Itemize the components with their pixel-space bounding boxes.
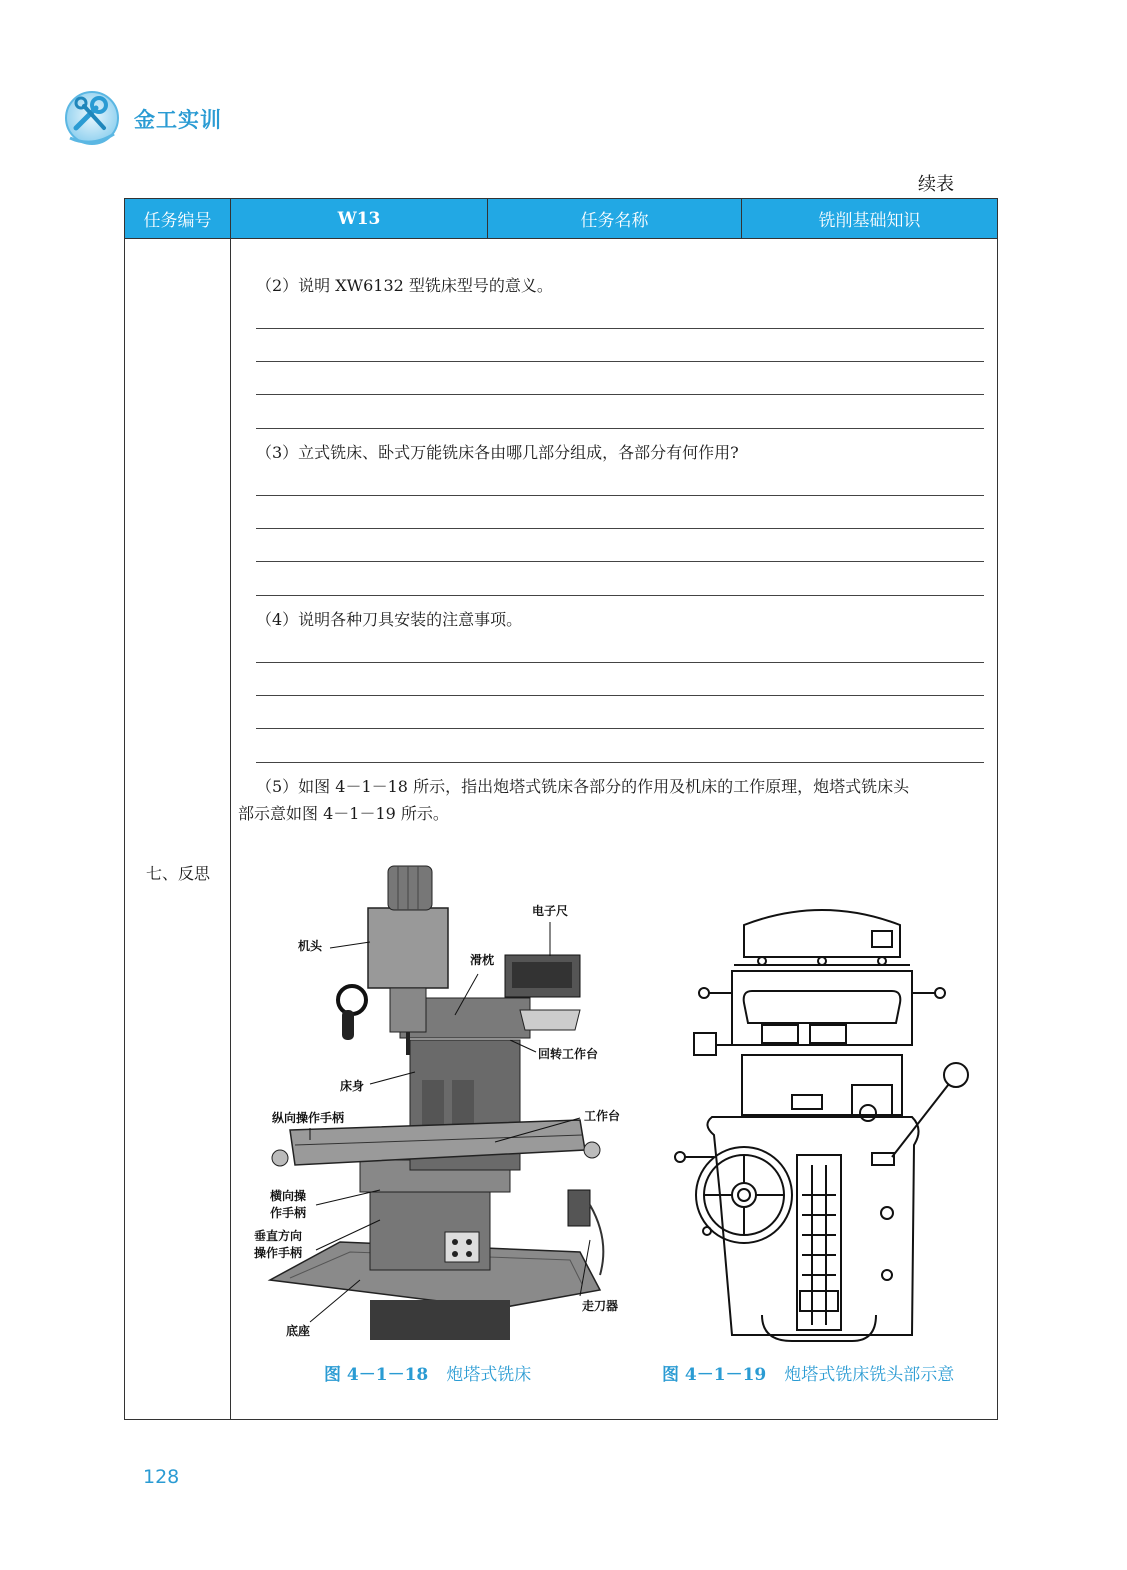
question-4: （4）说明各种刀具安装的注意事项。 bbox=[256, 610, 523, 629]
label-vertical-handle-2: 操作手柄 bbox=[254, 1246, 303, 1260]
label-swivel-table: 回转工作台 bbox=[538, 1047, 599, 1061]
machine-head bbox=[368, 908, 448, 988]
header-task-name-value: 铣削基础知识 bbox=[742, 199, 997, 238]
figure-4-1-19-number: 图 4－1－19 bbox=[662, 1365, 767, 1385]
answer-line bbox=[256, 495, 984, 496]
answer-line bbox=[256, 394, 984, 395]
page-header bbox=[62, 88, 222, 150]
answer-line bbox=[256, 328, 984, 329]
answer-line bbox=[256, 695, 984, 696]
label-longitudinal-handle: 纵向操作手柄 bbox=[272, 1111, 345, 1125]
page-number: 128 bbox=[143, 1466, 180, 1488]
milling-head-figure bbox=[662, 895, 982, 1350]
question-5-line-2: 部示意如图 4－1－19 所示。 bbox=[238, 804, 449, 823]
section-label: 七、反思 bbox=[145, 864, 210, 883]
answer-line bbox=[256, 361, 984, 362]
answer-line bbox=[256, 595, 984, 596]
table-header-row bbox=[125, 199, 997, 239]
turret-milling-machine-figure bbox=[250, 860, 650, 1350]
answer-line bbox=[256, 428, 984, 429]
label-head: 机头 bbox=[298, 939, 323, 953]
figure-4-1-19-title: 炮塔式铣床铣头部示意 bbox=[784, 1365, 955, 1385]
label-cross-handle-1: 横向操 bbox=[270, 1189, 307, 1203]
header-task-name-label: 任务名称 bbox=[488, 199, 742, 238]
label-body: 床身 bbox=[340, 1079, 365, 1093]
wrench-logo-icon bbox=[62, 88, 124, 150]
label-cross-handle-2: 作手柄 bbox=[270, 1206, 307, 1220]
machine-worktable bbox=[290, 1120, 585, 1165]
label-vertical-handle-1: 垂直方向 bbox=[254, 1229, 303, 1243]
header-task-number-label: 任务编号 bbox=[125, 199, 231, 238]
answer-line bbox=[256, 528, 984, 529]
label-dro: 电子尺 bbox=[532, 904, 569, 918]
label-ram: 滑枕 bbox=[470, 953, 495, 967]
answer-line bbox=[256, 662, 984, 663]
answer-line bbox=[256, 728, 984, 729]
figure-4-1-18-number: 图 4－1－18 bbox=[324, 1365, 429, 1385]
question-3: （3）立式铣床、卧式万能铣床各由哪几部分组成，各部分有何作用? bbox=[256, 443, 739, 462]
figure-4-1-19-caption bbox=[662, 1360, 954, 1385]
power-feeder bbox=[568, 1190, 590, 1226]
answer-line bbox=[256, 561, 984, 562]
book-title: 金工实训 bbox=[134, 108, 222, 132]
section-column bbox=[125, 239, 231, 1419]
figure-4-1-18-title: 炮塔式铣床 bbox=[446, 1365, 532, 1385]
label-worktable: 工作台 bbox=[584, 1109, 621, 1123]
label-feeder: 走刀器 bbox=[582, 1299, 619, 1313]
continued-label: 续表 bbox=[918, 174, 954, 195]
label-base: 底座 bbox=[286, 1324, 311, 1338]
base-foot bbox=[370, 1300, 510, 1340]
figure-4-1-18-caption bbox=[324, 1360, 531, 1385]
header-task-number-value: W13 bbox=[231, 199, 488, 238]
answer-line bbox=[256, 762, 984, 763]
question-2: （2）说明 XW6132 型铣床型号的意义。 bbox=[256, 276, 553, 295]
question-5-line-1: （5）如图 4－1－18 所示，指出炮塔式铣床各部分的作用及机床的工作原理，炮塔式铣床头 bbox=[256, 777, 910, 796]
